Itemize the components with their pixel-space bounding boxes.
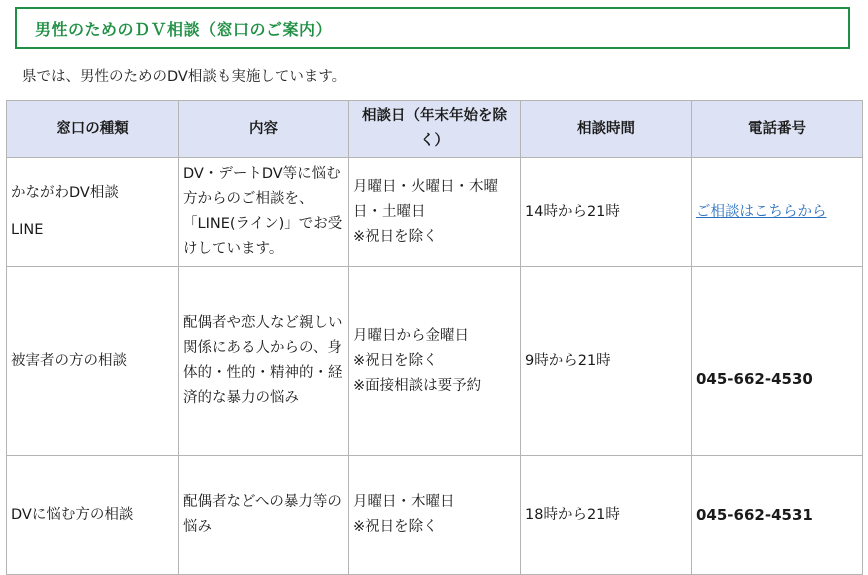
phone-number: 045-662-4530 (692, 267, 863, 456)
phone-number: 045-662-4531 (692, 456, 863, 575)
days-line: ※祝日を除く (353, 352, 438, 369)
type-cell (7, 158, 179, 267)
days-line: 月曜日から金曜日 (353, 327, 469, 344)
table-row (7, 158, 863, 267)
content-cell: DV・デートDV等に悩む方からのご相談を、「LINE(ライン)」でお受けしています。 (179, 158, 349, 267)
phone-cell (692, 158, 863, 267)
time-cell: 14時から21時 (521, 158, 692, 267)
days-line: ※面接相談は要予約 (353, 377, 482, 394)
content-cell: 配偶者や恋人など親しい関係にある人からの、身体的・性的・精神的・経済的な暴力の悩み (179, 267, 349, 456)
content-cell: 配偶者などへの暴力等の悩み (179, 456, 349, 575)
header-type: 窓口の種類 (7, 101, 179, 158)
section-heading-box (15, 7, 850, 49)
header-days: 相談日（年末年始を除く） (349, 101, 521, 158)
intro-text: 県では、男性のためのDV相談も実施しています。 (22, 69, 347, 85)
section-heading: 男性のためのＤＶ相談（窓口のご案内） (35, 19, 333, 39)
type-line: LINE (11, 222, 44, 238)
type-line: かながわDV相談 (11, 185, 119, 201)
line-consultation-link[interactable]: ご相談はこちらから (696, 203, 827, 220)
table-row (7, 267, 863, 456)
table-row (7, 456, 863, 575)
days-cell (349, 456, 521, 575)
time-cell: 18時から21時 (521, 456, 692, 575)
type-cell: DVに悩む方の相談 (7, 456, 179, 575)
days-cell (349, 158, 521, 267)
header-phone: 電話番号 (692, 101, 863, 158)
type-cell: 被害者の方の相談 (7, 267, 179, 456)
days-line: 月曜日・火曜日・木曜日・土曜日 (353, 178, 498, 220)
days-cell (349, 267, 521, 456)
days-line: ※祝日を除く (353, 519, 438, 535)
header-time: 相談時間 (521, 101, 692, 158)
table-header-row (7, 101, 863, 158)
header-content: 内容 (179, 101, 349, 158)
consultation-table (6, 100, 863, 575)
days-line: 月曜日・木曜日 (353, 494, 455, 510)
time-cell: 9時から21時 (521, 267, 692, 456)
days-line: ※祝日を除く (353, 228, 438, 245)
